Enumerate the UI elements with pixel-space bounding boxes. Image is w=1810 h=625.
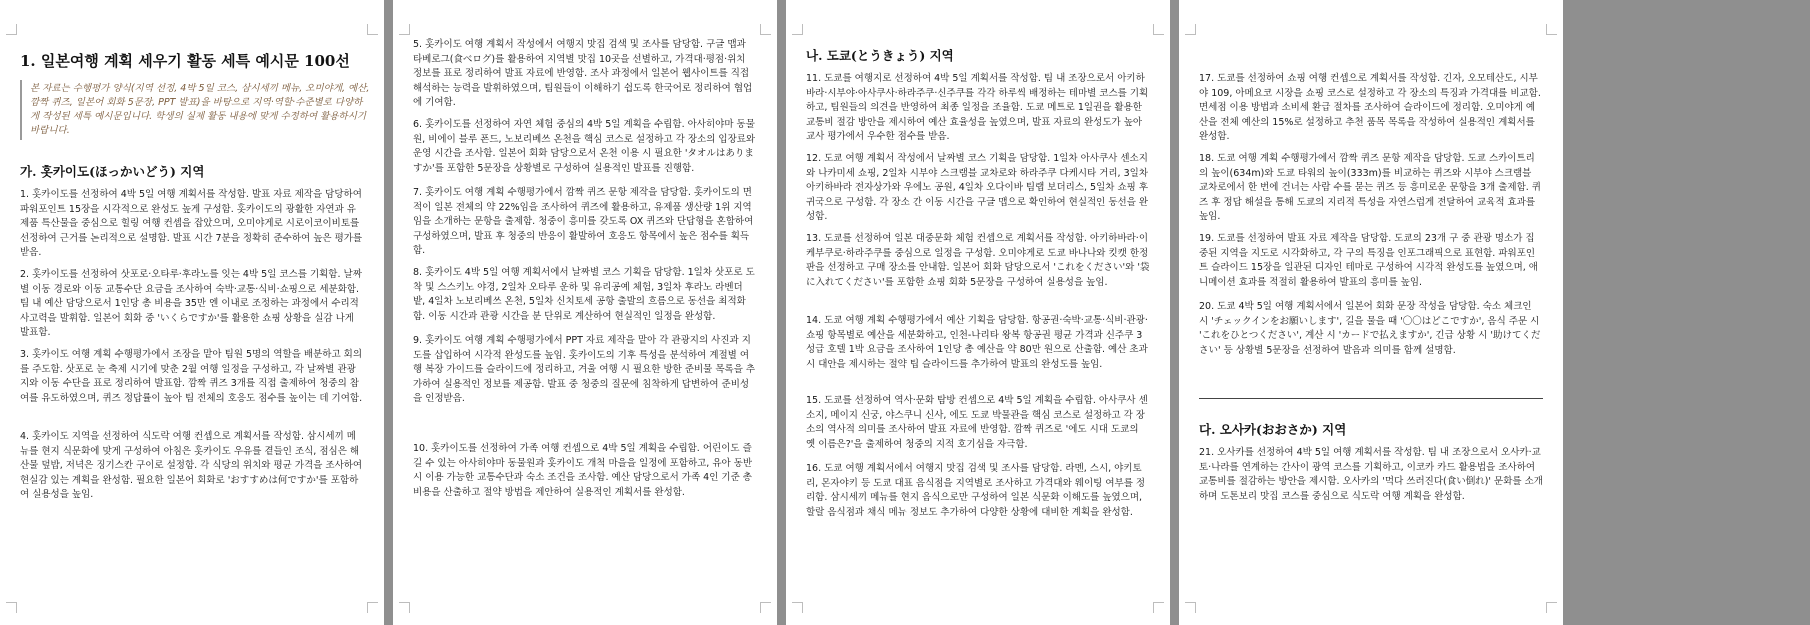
list-item: 1. 홋카이도를 선정하여 4박 5일 여행 계획서를 작성함. 발표 자료 제작을 담당하여 파워포인트 15장을 시각적으로 완성도 높게 구성함. 홋카이도의 광활한 자연과 유제품 특산물을 중심으로 힐링 여행 컨셉을 잡았으며, 오미야게로 시로이코이비토를 선정하여 근거를 논리적으로 설명함. 발표 시간 7분을 정확히 준수하여 높은 평가를 받음. <box>20 189 363 258</box>
section-heading-tokyo: 나. 도쿄(とうきょう) 지역 <box>806 48 954 63</box>
list-item: 19. 도쿄를 선정하여 발표 자료 제작을 담당함. 도쿄의 23개 구 중 관광 명소가 집중된 지역을 지도로 시각화하고, 각 구의 특징을 인포그래픽으로 표현함. 파워포인트 슬라이드 15장을 일관된 디자인 테마로 구성하여 시각적 완성도를 높였으며, 애니메이션 효과를 적절히 활용하여 발표의 흥미를 높임. <box>1199 233 1538 288</box>
list-item: 2. 홋카이도를 선정하여 삿포로·오타루·후라노를 잇는 4박 5일 코스를 기획함. 날짜별 이동 경로와 이동 교통수단 요금을 조사하여 숙박·교통·식비·쇼핑으로 세분화함. 팀 내 예산 담당으로서 1인당 총 비용을 35만 엔 이내로 조정하는 과정에서 수리적 사고력을 발휘함. 일본어 회화 중 'いくらですか'를 활용한 쇼핑 상황을 실감 나게 발표함. <box>20 269 362 338</box>
section-heading-osaka: 다. 오사카(おおさか) 지역 <box>1199 422 1347 437</box>
list-item: 20. 도쿄 4박 5일 여행 계획서에서 일본어 회화 문장 작성을 담당함. 숙소 체크인 시 'チェックインをお願いします', 길을 물을 때 '〇〇はどこですか', 음식 주문 시 'これをひとつください', 계산 시 'カードで払えますか', 긴급 상황 시 '助けてください' 등 상황별 5문장을 선정하여 발음과 의미를 함께 설명함. <box>1199 301 1541 356</box>
list-item: 7. 홋카이도 여행 계획 수행평가에서 깜짝 퀴즈 문항 제작을 담당함. 홋카이도의 면적이 일본 전체의 약 22%임을 조사하여 퀴즈에 활용하고, 유제품 생산량 1위 지역임을 소개하는 문항을 출제함. 청중이 흥미를 갖도록 OX 퀴즈와 단답형을 혼합하여 구성하였으며, 발표 후 청중의 반응이 활발하여 호응도 항목에서 높은 점수를 획득함. <box>413 187 754 256</box>
document-page-1 <box>0 0 384 625</box>
document-page-3 <box>786 0 1170 625</box>
list-item: 14. 도쿄 여행 계획 수행평가에서 예산 기획을 담당함. 항공권·숙박·교통·식비·관광·쇼핑 항목별로 예산을 세분화하고, 인천-나리타 왕복 항공권 평균 가격과 신주쿠 3성급 호텔 1박 요금을 조사하여 1인당 총 예산을 약 80만 원으로 산출함. 예산 초과 시 대안을 제시하는 절약 팁 슬라이드를 추가하여 발표의 완성도를 높임. <box>806 315 1148 370</box>
list-item: 18. 도쿄 여행 계획 수행평가에서 깜짝 퀴즈 문항 제작을 담당함. 도쿄 스카이트리의 높이(634m)와 도쿄 타워의 높이(333m)를 비교하는 퀴즈와 시부야 스크램블 교차로에서 한 번에 건너는 사람 수를 묻는 퀴즈 등 흥미로운 문항을 3개 출제함. 퀴즈 후 정답 해설을 통해 도쿄의 지리적 특성을 자연스럽게 전달하여 교육적 효과를 높임. <box>1199 153 1541 222</box>
list-item: 9. 홋카이도 여행 계획 수행평가에서 PPT 자료 제작을 맡아 각 관광지의 사진과 지도를 삽입하여 시각적 완성도를 높임. 홋카이도의 기후 특성을 분석하여 계절별 여행 복장 가이드를 슬라이드에 정리하고, 겨울 여행 시 필요한 방한 준비물 목록을 추가하여 실용적인 정보를 제공함. 발표 중 청중의 질문에 침착하게 답변하여 준비성을 인정받음. <box>413 335 756 404</box>
list-item: 8. 홋카이도 4박 5일 여행 계획서에서 날짜별 코스 기획을 담당함. 1일차 삿포로 도착 및 스스키노 야경, 2일차 오타루 운하 및 유리공예 체험, 3일차 후라노 라벤더 밭, 4일차 노보리베쓰 온천, 5일차 신치토세 공항 출발의 흐름으로 동선을 최적화함. 이동 시간과 관광 시간을 분 단위로 계산하여 현실적인 일정을 완성함. <box>413 267 755 322</box>
section-heading-hokkaido: 가. 홋카이도(ほっかいどう) 지역 <box>20 164 205 179</box>
list-item: 11. 도쿄를 여행지로 선정하여 4박 5일 계획서를 작성함. 팀 내 조장으로서 아키하바라·시부야·아사쿠사·하라주쿠·신주쿠를 각각 하루씩 배정하는 테마별 코스를 기획하고, 팀원들의 의견을 반영하여 최종 일정을 조율함. 도쿄 메트로 1일권을 활용한 교통비 절감 방안을 제시하여 예산 효율성을 높였으며, 발표 자료의 완성도가 높아 교사 평가에서 우수한 점수를 받음. <box>806 73 1149 142</box>
list-item: 13. 도쿄를 선정하여 일본 대중문화 체험 컨셉으로 계획서를 작성함. 아키하바라·이케부쿠로·하라주쿠를 중심으로 일정을 구성함. 오미야게로 도쿄 바나나와 킷캣 한정판을 선정하고 구매 장소를 안내함. 일본어 회화 담당으로서 'これをください'와 '袋に入れてください'를 포함한 쇼핑 회화 5문장을 구성하여 실용성을 높임. <box>806 233 1150 288</box>
list-item: 21. 오사카를 선정하여 4박 5일 여행 계획서를 작성함. 팀 내 조장으로서 오사카·교토·나라를 연계하는 간사이 광역 코스를 기획하고, 이코카 카드 활용법을 조사하여 교통비를 절감하는 방안을 제시함. 오사카의 '먹다 쓰러진다(食い倒れ)' 문화를 소개하며 도톤보리 맛집 코스를 중심으로 식도락 여행 계획을 완성함. <box>1199 447 1543 502</box>
list-item: 15. 도쿄를 선정하여 역사·문화 탐방 컨셉으로 4박 5일 계획을 수립함. 아사쿠사 센소지, 메이지 신궁, 야스쿠니 신사, 에도 도쿄 박물관을 핵심 코스로 설정하고 각 장소의 역사적 의미를 조사하여 발표 자료에 반영함. 깜짝 퀴즈로 '에도 시대 도쿄의 옛 이름은?'을 출제하여 청중의 지적 호기심을 자극함. <box>806 395 1148 450</box>
list-item: 4. 홋카이도 지역을 선정하여 식도락 여행 컨셉으로 계획서를 작성함. 삼시세끼 메뉴를 현지 식문화에 맞게 구성하여 아침은 홋카이도 우유를 곁들인 조식, 점심은 해산물 덮밥, 저녁은 징기스칸 구이로 설정함. 각 식당의 위치와 평균 가격을 조사하여 현실감 있는 계획을 완성함. 필요한 일본어 회화로 'おすすめは何ですか'를 포함하여 실용성을 높임. <box>20 431 363 500</box>
list-item: 6. 홋카이도를 선정하여 자연 체험 중심의 4박 5일 계획을 수립함. 아사히야마 동물원, 비에이 블루 폰드, 노보리베쓰 온천을 핵심 코스로 설정하고 각 장소의 입장료와 운영 시간을 조사함. 일본어 회화 담당으로서 온천 이용 시 필요한 'タオルはありますか'를 포함한 5문장을 상황별로 구성하여 실용적인 발표를 진행함. <box>413 119 756 174</box>
document-title: 1. 일본여행 계획 세우기 활동 세특 예시문 100선 <box>20 52 350 70</box>
list-item: 16. 도쿄 여행 계획서에서 여행지 맛집 검색 및 조사를 담당함. 라멘, 스시, 야키토리, 몬자야키 등 도쿄 대표 음식점을 지역별로 조사하고 가격대와 웨이팅 여부를 정리함. 삼시세끼 메뉴를 현지 음식으로만 구성하여 일본 식문화 이해도를 높였으며, 할랄 음식점과 채식 메뉴 정보도 추가하여 다양한 상황에 대비한 계획을 완성함. <box>806 463 1146 518</box>
intro-note: 본 자료는 수행평가 양식(지역 선정, 4박 5일 코스, 삼시세끼 메뉴, 오미야게, 예산, 깜짝 퀴즈, 일본어 회화 5문장, PPT 발표)을 바탕으로 지역·역할·수준별로 다양하게 작성된 세특 예시문입니다. 학생의 실제 활동 내용에 맞게 수정하여 활용하시기 바랍니다. <box>20 80 370 140</box>
list-item: 12. 도쿄 여행 계획서 작성에서 날짜별 코스 기획을 담당함. 1일차 아사쿠사 센소지와 나카미세 쇼핑, 2일차 시부야 스크램블 교차로와 하라주쿠 다케시타 거리, 3일차 아키하바라 전자상가와 우에노 공원, 4일차 오다이바 팀랩 보더리스, 5일차 쇼핑 후 귀국으로 구성함. 각 장소 간 이동 시간을 구글 맵으로 확인하여 현실적인 동선을 완성함. <box>806 153 1149 222</box>
list-item: 17. 도쿄를 선정하여 쇼핑 여행 컨셉으로 계획서를 작성함. 긴자, 오모테산도, 시부야 109, 아메요코 시장을 쇼핑 코스로 설정하고 각 장소의 특징과 가격대를 비교함. 면세점 이용 방법과 소비세 환급 절차를 조사하여 슬라이드에 정리함. 오미야게 예산을 전체 예산의 15%로 설정하고 추천 품목 목록을 작성하여 실용적인 계획서를 완성함. <box>1199 73 1541 142</box>
list-item: 10. 홋카이도를 선정하여 가족 여행 컨셉으로 4박 5일 계획을 수립함. 어린이도 즐길 수 있는 아사히야마 동물원과 홋카이도 개척 마을을 일정에 포함하고, 유아 동반 시 이용 가능한 교통수단과 숙소 조건을 조사함. 예산 담당으로서 가족 4인 기준 총 비용을 산출하고 절약 방법을 제안하여 실용적인 계획서를 완성함. <box>413 443 753 498</box>
list-item: 3. 홋카이도 여행 계획 수행평가에서 조장을 맡아 팀원 5명의 역할을 배분하고 회의를 주도함. 삿포로 눈 축제 시기에 맞춘 2월 여행 일정을 구성하고, 각 날짜별 관광지와 이동 수단을 표로 정리하여 발표함. 깜짝 퀴즈 3개를 직접 출제하여 청중의 참여를 유도하였으며, 퀴즈 정답률이 높아 팀 전체의 호응도 점수를 높이는 데 기여함. <box>20 349 363 404</box>
section-divider <box>1199 398 1543 399</box>
document-page-2 <box>393 0 777 625</box>
list-item: 5. 홋카이도 여행 계획서 작성에서 여행지 맛집 검색 및 조사를 담당함. 구글 맵과 타베로그(食べログ)를 활용하여 지역별 맛집 10곳을 선별하고, 가격대·평점·위치 정보를 표로 정리하여 발표 자료에 반영함. 조사 과정에서 일본어 웹사이트를 직접 해석하는 능력을 발휘하였으며, 팀원들이 이해하기 쉽도록 한국어로 정리하여 협업에 기여함. <box>413 39 753 108</box>
document-page-4 <box>1179 0 1563 625</box>
